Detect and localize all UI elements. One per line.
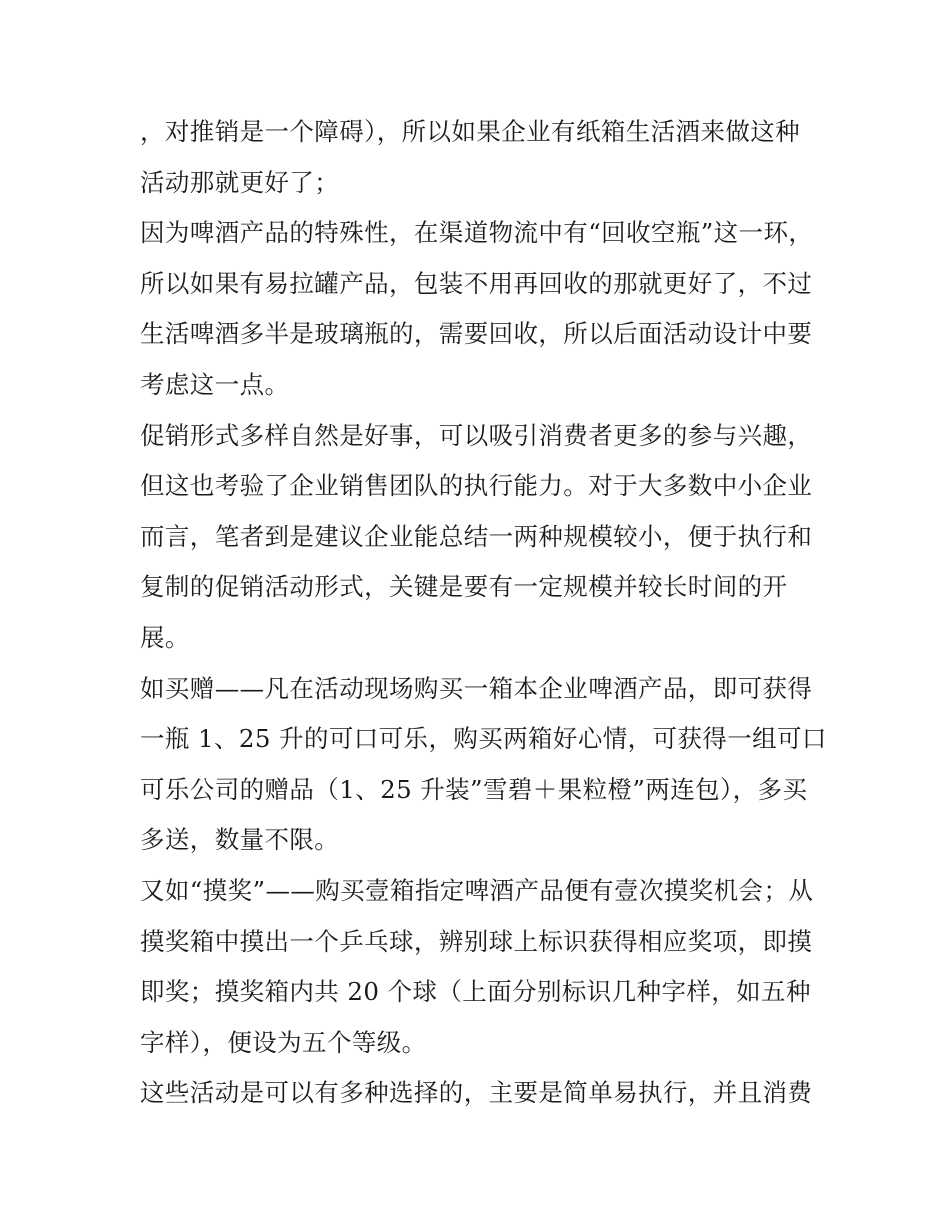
paragraph-buy-gift-example	[140, 664, 827, 866]
text-line: 复制的促销活动形式，关键是要有一定规模并较长时间的开	[140, 572, 788, 602]
text-line: 摸奖箱中摸出一个乒乓球，辨别球上标识获得相应奖项，即摸	[140, 926, 813, 956]
text-line: ，对推销是一个障碍），所以如果企业有纸箱生活酒来做这种	[140, 117, 801, 146]
text-line: 这些活动是可以有多种选择的，主要是简单易执行，并且消费	[140, 1078, 813, 1108]
paragraph-lottery-example	[140, 866, 820, 1068]
text-line: 展。	[140, 622, 190, 652]
text-line: 促销形式多样自然是好事，可以吸引消费者更多的参与兴趣，	[140, 420, 813, 450]
text-line: 但这也考验了企业销售团队的执行能力。对于大多数中小企业	[140, 471, 813, 501]
text-line: 考虑这一点。	[140, 369, 290, 399]
text-line: 又如“摸奖”——购买壹箱指定啤酒产品便有壹次摸奖机会；从	[140, 875, 814, 905]
text-line: 字样），便设为五个等级。	[140, 1027, 427, 1057]
text-line: 活动那就更好了；	[140, 167, 340, 197]
paragraph-promotion-forms	[140, 411, 820, 664]
text-line: 生活啤酒多半是玻璃瓶的，需要回收，所以后面活动设计中要	[140, 319, 813, 349]
text-line: 一瓶 1、25 升的可口可乐，购买两箱好心情，可获得一组可口	[140, 724, 827, 754]
text-line: 而言，笔者到是建议企业能总结一两种规模较小，便于执行和	[140, 521, 813, 551]
paragraph-bottle-recycling	[140, 208, 820, 410]
text-line: 可乐公司的赠品（1、25 升装”雪碧＋果粒橙”两连包），多买	[140, 774, 808, 804]
text-line: 因为啤酒产品的特殊性，在渠道物流中有“回收空瓶”这一环，	[140, 218, 814, 248]
text-line: 所以如果有易拉罐产品，包装不用再回收的那就更好了，不过	[140, 268, 813, 298]
paragraph-carton-beer	[140, 107, 820, 208]
text-line: 多送，数量不限。	[140, 825, 340, 855]
text-line: 如买赠——凡在活动现场购买一箱本企业啤酒产品，即可获得	[140, 673, 813, 703]
document-body	[140, 107, 827, 1119]
text-line: 即奖；摸奖箱内共 20 个球（上面分别标识几种字样，如五种	[140, 977, 811, 1007]
paragraph-activity-choices	[140, 1068, 820, 1119]
